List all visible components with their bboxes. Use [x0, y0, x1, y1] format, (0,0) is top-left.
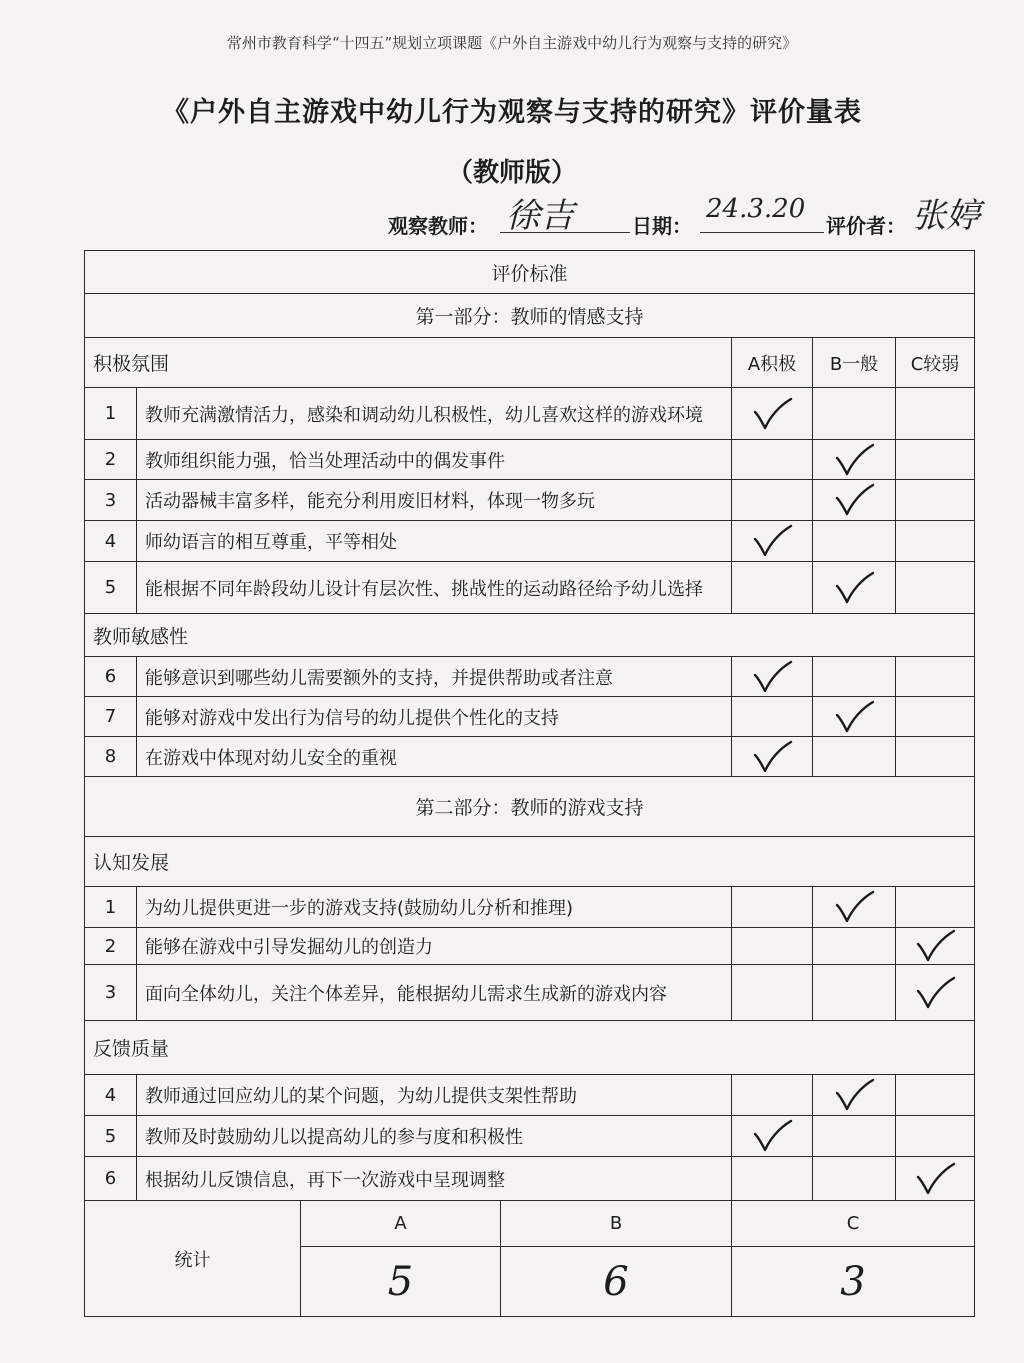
- rating-a-cell[interactable]: [732, 657, 813, 697]
- check-mark-icon: [913, 976, 957, 1010]
- stats-label: 统计: [85, 1201, 301, 1317]
- category-row: [85, 1021, 975, 1075]
- table-row: [85, 1075, 975, 1116]
- item-number: 5: [85, 562, 137, 614]
- rating-c-cell[interactable]: [896, 388, 975, 440]
- date-handwritten[interactable]: 24.3.20: [706, 194, 806, 224]
- item-text: 能够意识到哪些幼儿需要额外的支持，并提供帮助或者注意: [137, 657, 732, 697]
- rating-c-cell[interactable]: [896, 737, 975, 777]
- rating-c-cell[interactable]: [896, 697, 975, 737]
- item-text: 教师组织能力强，恰当处理活动中的偶发事件: [137, 440, 732, 480]
- check-mark-icon: [750, 397, 794, 431]
- check-mark-icon: [913, 929, 957, 963]
- evaluation-table: [84, 250, 975, 1317]
- category-4-name: 反馈质量: [85, 1021, 975, 1075]
- stats-value-a[interactable]: [301, 1247, 501, 1317]
- check-mark-icon: [913, 1162, 957, 1196]
- evaluator-label: 评价者：: [826, 214, 906, 238]
- rating-a-cell[interactable]: [732, 440, 813, 480]
- rating-b-cell[interactable]: [813, 965, 896, 1021]
- table-row: [85, 562, 975, 614]
- rating-a-cell[interactable]: [732, 1157, 813, 1201]
- stats-value-c-text: 3: [840, 1258, 866, 1305]
- rating-c-cell[interactable]: [896, 657, 975, 697]
- form-subtitle: （教师版）: [446, 158, 577, 188]
- check-mark-icon: [832, 483, 876, 517]
- table-row: [85, 887, 975, 928]
- part-2-title: 第二部分：教师的游戏支持: [85, 777, 975, 837]
- check-mark-icon: [750, 524, 794, 558]
- stats-header-a: A: [301, 1201, 501, 1247]
- form-title: 《户外自主游戏中幼儿行为观察与支持的研究》评价量表: [162, 97, 862, 128]
- table-row: [85, 928, 975, 965]
- item-number: 5: [85, 1116, 137, 1157]
- rating-a-cell[interactable]: [732, 562, 813, 614]
- table-row: [85, 521, 975, 562]
- project-header: 常州市教育科学“十四五”规划立项课题《户外自主游戏中幼儿行为观察与支持的研究》: [226, 34, 798, 52]
- table-row: [85, 965, 975, 1021]
- rating-c-cell[interactable]: [896, 1075, 975, 1116]
- item-number: 2: [85, 928, 137, 965]
- check-mark-icon: [832, 571, 876, 605]
- rating-b-cell[interactable]: [813, 1075, 896, 1116]
- criteria-header-row: [85, 251, 975, 294]
- rating-a-cell[interactable]: [732, 965, 813, 1021]
- table-row: [85, 697, 975, 737]
- rating-b-cell[interactable]: [813, 480, 896, 521]
- table-row: [85, 480, 975, 521]
- category-row: [85, 338, 975, 388]
- rating-b-cell[interactable]: [813, 887, 896, 928]
- evaluator-handwritten[interactable]: 张婷: [912, 196, 980, 236]
- table-row: [85, 440, 975, 480]
- rating-b-cell[interactable]: [813, 737, 896, 777]
- item-text: 在游戏中体现对幼儿安全的重视: [137, 737, 732, 777]
- observer-label: 观察教师：: [388, 214, 488, 238]
- rating-a-cell[interactable]: [732, 388, 813, 440]
- check-mark-icon: [832, 700, 876, 734]
- check-mark-icon: [832, 1078, 876, 1112]
- rating-a-cell[interactable]: [732, 480, 813, 521]
- table-row: [85, 388, 975, 440]
- rating-b-cell[interactable]: [813, 562, 896, 614]
- category-3-name: 认知发展: [85, 837, 975, 887]
- item-number: 3: [85, 965, 137, 1021]
- item-text: 教师及时鼓励幼儿以提高幼儿的参与度和积极性: [137, 1116, 732, 1157]
- category-2-name: 教师敏感性: [85, 614, 975, 657]
- check-mark-icon: [750, 1119, 794, 1153]
- item-text: 为幼儿提供更进一步的游戏支持(鼓励幼儿分析和推理): [137, 887, 732, 928]
- stats-value-a-text: 5: [387, 1258, 414, 1305]
- rating-b-cell[interactable]: [813, 1157, 896, 1201]
- table-row: [85, 1116, 975, 1157]
- rating-c-cell[interactable]: [896, 1157, 975, 1201]
- rating-c-cell[interactable]: [896, 965, 975, 1021]
- rating-b-cell[interactable]: [813, 928, 896, 965]
- date-label: 日期：: [632, 214, 692, 238]
- check-mark-icon: [832, 890, 876, 924]
- item-number: 1: [85, 388, 137, 440]
- rating-header-c: C较弱: [896, 338, 975, 388]
- table-row: [85, 1157, 975, 1201]
- item-number: 4: [85, 521, 137, 562]
- item-number: 6: [85, 657, 137, 697]
- rating-a-cell[interactable]: [732, 697, 813, 737]
- rating-b-cell[interactable]: [813, 440, 896, 480]
- part-row: [85, 777, 975, 837]
- rating-c-cell[interactable]: [896, 1116, 975, 1157]
- item-number: 7: [85, 697, 137, 737]
- item-number: 8: [85, 737, 137, 777]
- form-meta: [388, 188, 1008, 240]
- rating-c-cell[interactable]: [896, 928, 975, 965]
- item-number: 2: [85, 440, 137, 480]
- table-row: [85, 657, 975, 697]
- item-text: 能够在游戏中引导发掘幼儿的创造力: [137, 928, 732, 965]
- stats-value-b-text: 6: [603, 1258, 629, 1305]
- item-text: 能够对游戏中发出行为信号的幼儿提供个性化的支持: [137, 697, 732, 737]
- rating-c-cell[interactable]: [896, 562, 975, 614]
- item-number: 3: [85, 480, 137, 521]
- rating-c-cell[interactable]: [896, 521, 975, 562]
- category-row: [85, 614, 975, 657]
- item-number: 1: [85, 887, 137, 928]
- rating-c-cell[interactable]: [896, 887, 975, 928]
- rating-a-cell[interactable]: [732, 737, 813, 777]
- table-row: [85, 737, 975, 777]
- category-1-name: 积极氛围: [85, 338, 732, 388]
- stats-value-c[interactable]: [732, 1247, 975, 1317]
- rating-a-cell[interactable]: [732, 521, 813, 562]
- rating-a-cell[interactable]: [732, 1116, 813, 1157]
- date-underline: [700, 232, 824, 233]
- rating-c-cell[interactable]: [896, 440, 975, 480]
- item-text: 根据幼儿反馈信息，再下一次游戏中呈现调整: [137, 1157, 732, 1201]
- criteria-header: 评价标准: [85, 251, 975, 294]
- item-text: 教师充满激情活力，感染和调动幼儿积极性，幼儿喜欢这样的游戏环境: [137, 388, 732, 440]
- item-text: 师幼语言的相互尊重，平等相处: [137, 521, 732, 562]
- item-text: 活动器械丰富多样，能充分利用废旧材料，体现一物多玩: [137, 480, 732, 521]
- rating-b-cell[interactable]: [813, 1116, 896, 1157]
- rating-b-cell[interactable]: [813, 697, 896, 737]
- rating-b-cell[interactable]: [813, 657, 896, 697]
- rating-header-a: A积极: [732, 338, 813, 388]
- stats-header-b: B: [501, 1201, 732, 1247]
- item-number: 6: [85, 1157, 137, 1201]
- stats-header-c: C: [732, 1201, 975, 1247]
- stats-header-row: [85, 1201, 975, 1247]
- observer-handwritten[interactable]: 徐吉: [506, 196, 574, 236]
- item-text: 教师通过回应幼儿的某个问题，为幼儿提供支架性帮助: [137, 1075, 732, 1116]
- item-text: 面向全体幼儿，关注个体差异，能根据幼儿需求生成新的游戏内容: [137, 965, 732, 1021]
- rating-b-cell[interactable]: [813, 388, 896, 440]
- item-text: 能根据不同年龄段幼儿设计有层次性、挑战性的运动路径给予幼儿选择: [137, 562, 732, 614]
- rating-b-cell[interactable]: [813, 521, 896, 562]
- check-mark-icon: [750, 660, 794, 694]
- check-mark-icon: [750, 740, 794, 774]
- rating-header-b: B一般: [813, 338, 896, 388]
- check-mark-icon: [832, 443, 876, 477]
- category-row: [85, 837, 975, 887]
- part-1-title: 第一部分：教师的情感支持: [85, 294, 975, 338]
- rating-a-cell[interactable]: [732, 887, 813, 928]
- rating-a-cell[interactable]: [732, 928, 813, 965]
- stats-value-b[interactable]: [501, 1247, 732, 1317]
- rating-a-cell[interactable]: [732, 1075, 813, 1116]
- part-row: [85, 294, 975, 338]
- rating-c-cell[interactable]: [896, 480, 975, 521]
- item-number: 4: [85, 1075, 137, 1116]
